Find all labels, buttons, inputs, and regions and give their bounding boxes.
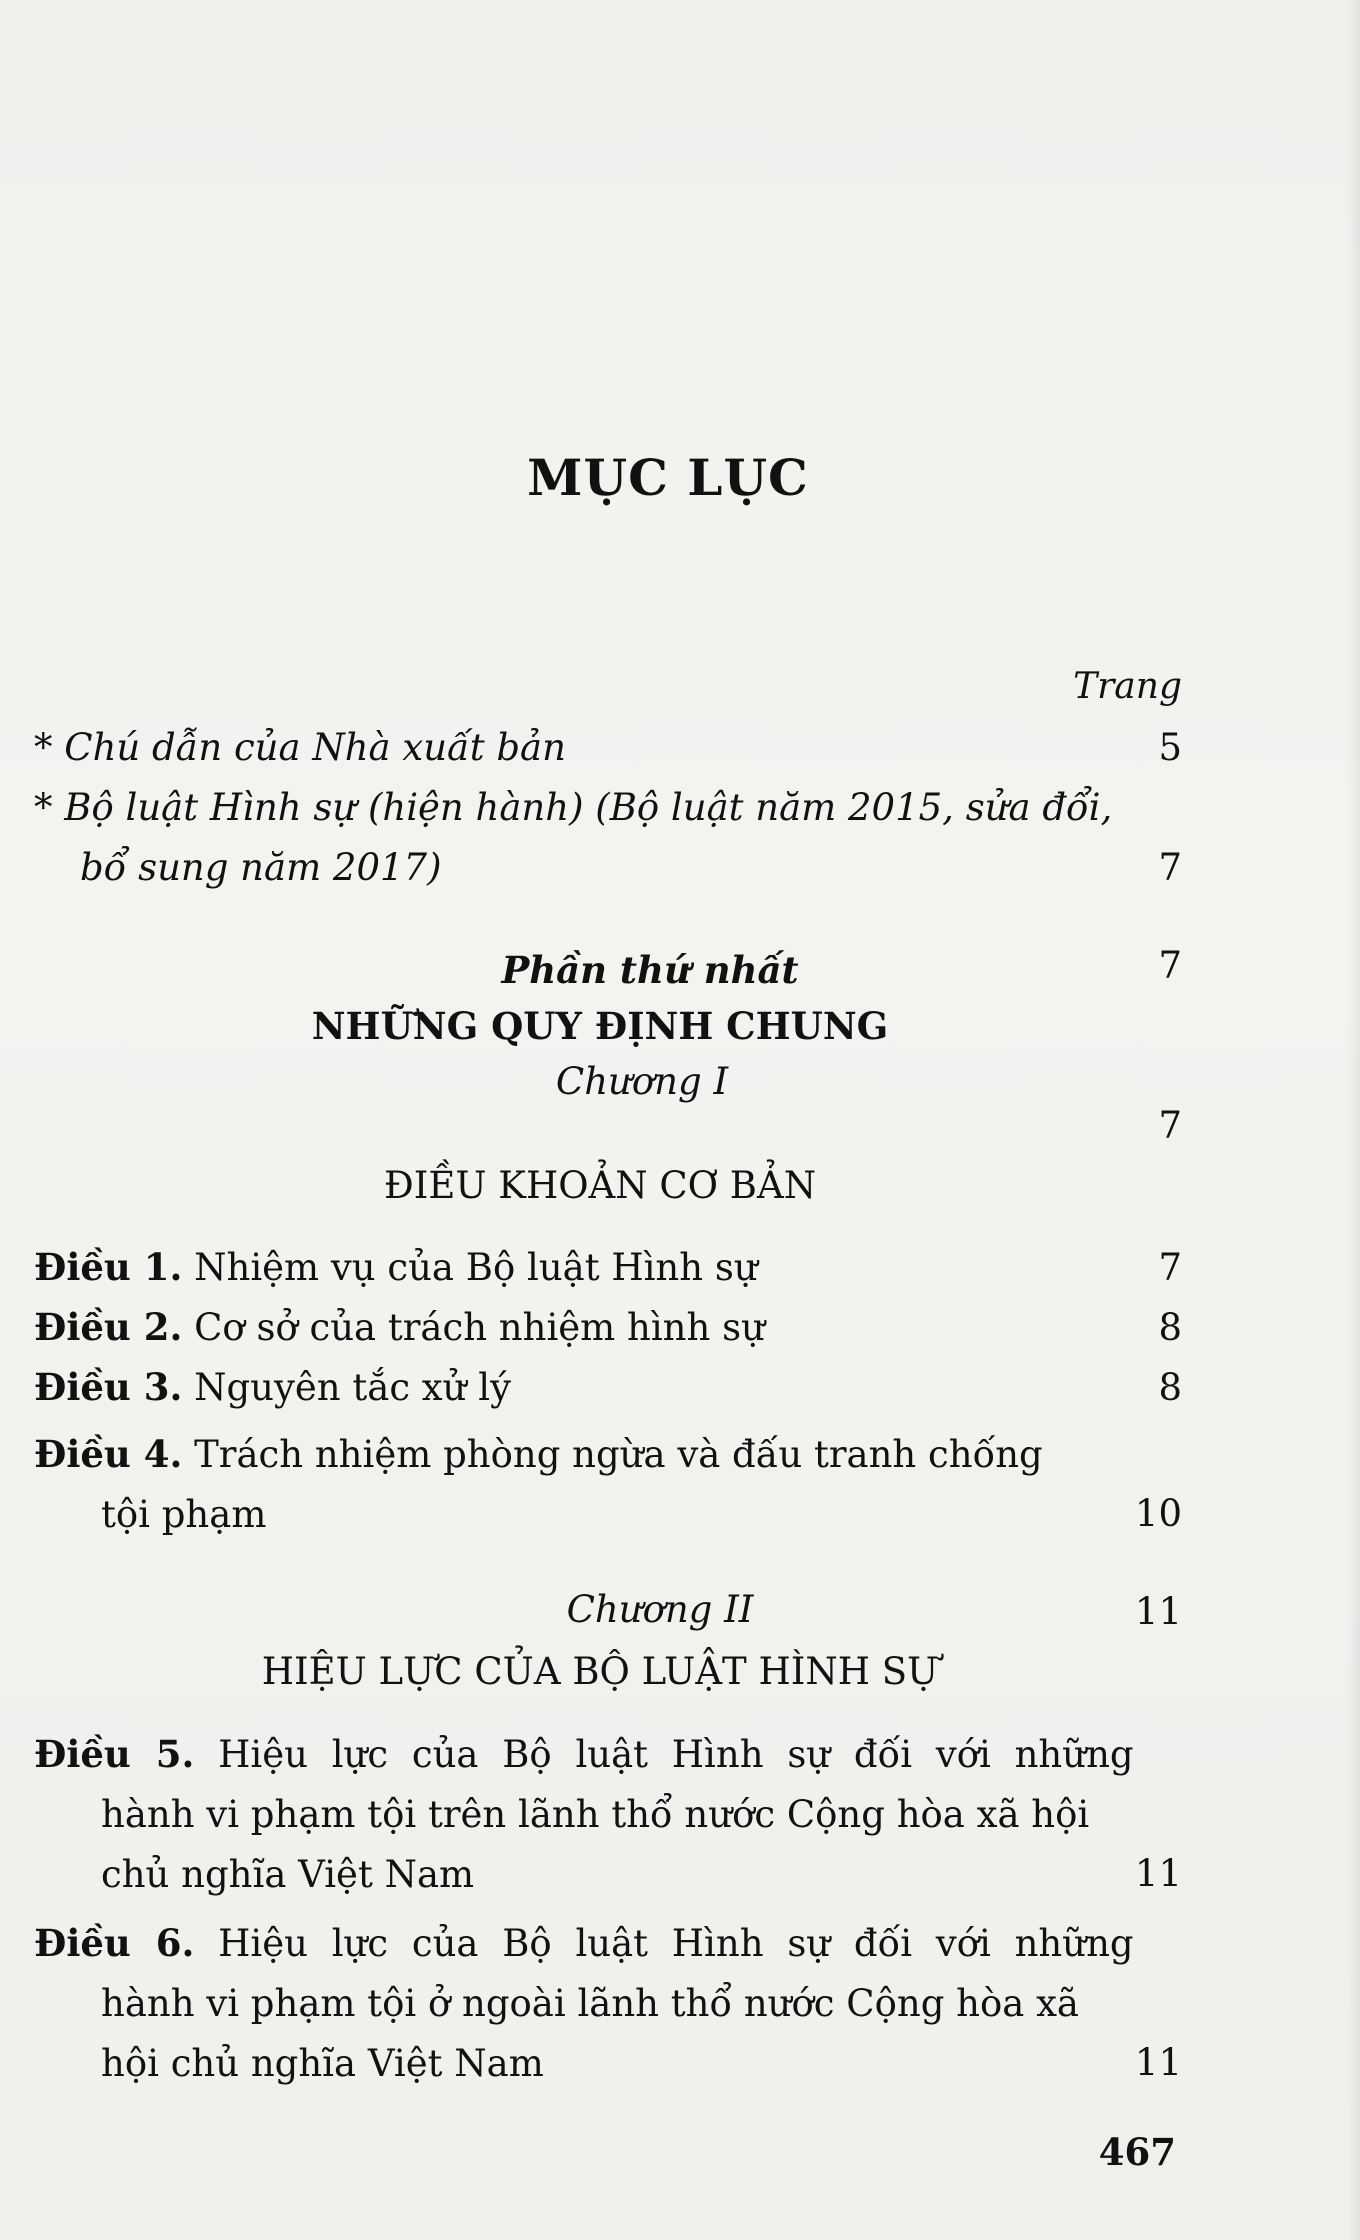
page-title: MỤC LỤC (527, 448, 809, 507)
article-title: Cơ sở của trách nhiệm hình sự (194, 1306, 765, 1349)
article-title-continued: tội phạm (101, 1493, 267, 1536)
article-label: Điều 4. (34, 1432, 183, 1476)
toc-entry-article[interactable] (34, 1237, 1182, 1298)
article-title-continued: chủ nghĩa Việt Nam (101, 1853, 475, 1896)
chapter-label: Chương II (566, 1588, 754, 1631)
toc-entry-text-line: * Bộ luật Hình sự (hiện hành) (Bộ luật năm 2015, sửa đổi, (34, 786, 1113, 829)
toc-entry-article[interactable] (34, 1297, 1182, 1358)
toc-entry-article[interactable] (34, 1724, 1182, 1904)
article-label: Điều 5. (34, 1732, 195, 1776)
chapter-title: HIỆU LỰC CỦA BỘ LUẬT HÌNH SỰ (261, 1650, 939, 1693)
page-number: 467 (1098, 2130, 1176, 2174)
toc-page-number: 8 (1158, 1306, 1182, 1349)
article-label: Điều 3. (34, 1365, 183, 1409)
article-label: Điều 6. (34, 1921, 195, 1965)
part-title: NHỮNG QUY ĐỊNH CHUNG (311, 1004, 889, 1048)
toc-entry-criminal-code[interactable] (34, 778, 1182, 898)
toc-page-number: 11 (1134, 2041, 1182, 2084)
part-label: Phần thứ nhất (501, 948, 799, 992)
page-column-header: Trang (1073, 666, 1182, 707)
toc-entry-text: * Chú dẫn của Nhà xuất bản (34, 726, 566, 769)
article-title: Nhiệm vụ của Bộ luật Hình sự (194, 1246, 758, 1289)
toc-entry-article[interactable] (34, 1913, 1182, 2093)
toc-page-number: 7 (1158, 846, 1182, 889)
toc-page-number: 7 (1158, 1104, 1182, 1147)
toc-entry-text-line: bổ sung năm 2017) (80, 846, 442, 889)
bleed-through-text (540, 150, 1240, 226)
article-label: Điều 2. (34, 1305, 183, 1349)
article-title-continued: hội chủ nghĩa Việt Nam (101, 2042, 544, 2085)
toc-page-number: 5 (1158, 726, 1182, 769)
article-title: Hiệu lực của Bộ luật Hình sự đối với những (218, 1922, 1134, 1965)
toc-page-number: 11 (1134, 1852, 1182, 1895)
toc-page-number: 11 (1134, 1590, 1182, 1633)
chapter-title: ĐIỀU KHOẢN CƠ BẢN (383, 1164, 817, 1207)
toc-entry-article[interactable] (34, 1357, 1182, 1418)
toc-page-number: 7 (1158, 1246, 1182, 1289)
article-title-continued: hành vi phạm tội trên lãnh thổ nước Cộng hòa xã hội (101, 1793, 1090, 1836)
toc-page-number: 10 (1134, 1492, 1182, 1535)
article-title-continued: hành vi phạm tội ở ngoài lãnh thổ nước Cộng hòa xã (101, 1982, 1079, 2025)
article-title: Hiệu lực của Bộ luật Hình sự đối với những (218, 1733, 1134, 1776)
page-edge-shadow (1346, 0, 1360, 2240)
toc-entry-article[interactable] (34, 1424, 1182, 1544)
toc-page-number: 8 (1158, 1366, 1182, 1409)
toc-entry-publisher-note[interactable] (34, 718, 1182, 778)
article-title: Trách nhiệm phòng ngừa và đấu tranh chống (194, 1433, 1043, 1476)
chapter-label: Chương I (555, 1060, 729, 1103)
toc-page-number: 7 (1158, 944, 1182, 987)
article-title: Nguyên tắc xử lý (194, 1366, 511, 1409)
article-label: Điều 1. (34, 1245, 183, 1289)
